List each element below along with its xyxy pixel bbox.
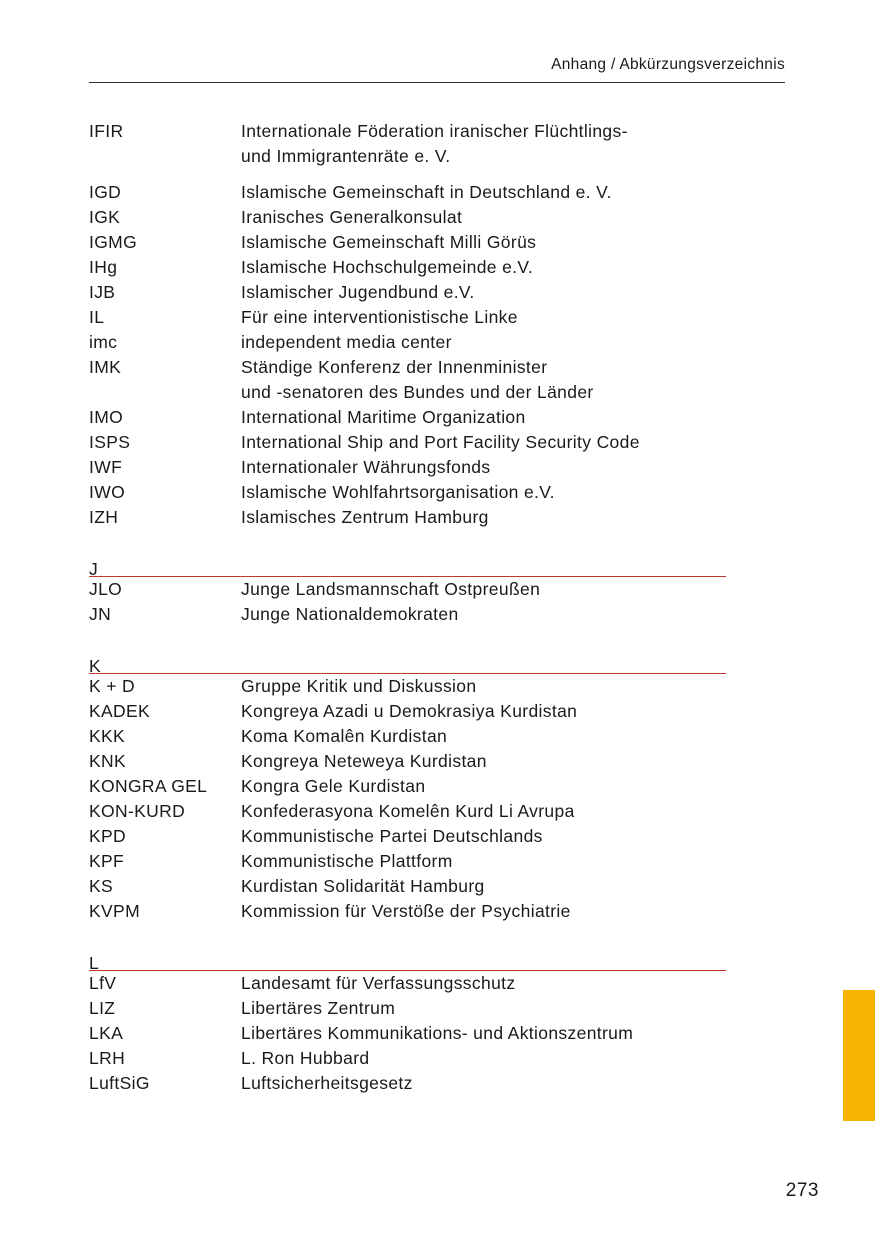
list-item — [89, 1071, 726, 1096]
definition-line: Kommunistische Plattform — [241, 851, 453, 871]
definition-line: Internationale Föderation iranischer Flüchtlings- — [241, 121, 628, 141]
section-letter-k: K — [89, 656, 102, 676]
list-item — [89, 305, 726, 330]
definition-line: Konfederasyona Komelên Kurd Li Avrupa — [241, 801, 575, 821]
abbreviation: LKA — [89, 1023, 124, 1043]
definition — [241, 305, 726, 330]
definition — [241, 180, 726, 205]
definition-line: Junge Nationaldemokraten — [241, 604, 459, 624]
abbreviation: KNK — [89, 751, 127, 771]
definition-line: Für eine interventionistische Linke — [241, 307, 518, 327]
definition-line: Kongra Gele Kurdistan — [241, 776, 426, 796]
definition-line: independent media center — [241, 332, 452, 352]
definition-line: Luftsicherheitsgesetz — [241, 1073, 413, 1093]
definition — [241, 480, 726, 505]
abbreviation: JLO — [89, 579, 123, 599]
definition — [241, 355, 726, 405]
definition — [241, 430, 726, 455]
list-item — [89, 602, 726, 627]
abbreviation: KKK — [89, 726, 126, 746]
abbreviation: KADEK — [89, 701, 151, 721]
definition-line: Islamische Gemeinschaft in Deutschland e. V. — [241, 182, 612, 202]
definition-line: Islamische Wohlfahrtsorganisation e.V. — [241, 482, 555, 502]
definition-line: Junge Landsmannschaft Ostpreußen — [241, 579, 541, 599]
abbreviation: IFIR — [89, 121, 124, 141]
list-item — [89, 996, 726, 1021]
definition — [241, 824, 726, 849]
abbreviation: LIZ — [89, 998, 116, 1018]
list-item — [89, 330, 726, 355]
list-item — [89, 824, 726, 849]
definition — [241, 119, 726, 169]
abbreviation: K + D — [89, 676, 136, 696]
list-item — [89, 1046, 726, 1071]
list-item — [89, 874, 726, 899]
definition-line: Libertäres Zentrum — [241, 998, 396, 1018]
running-header — [89, 56, 785, 83]
definition-line: und Immigrantenräte e. V. — [241, 146, 451, 166]
list-item — [89, 480, 726, 505]
list-item — [89, 849, 726, 874]
definition — [241, 1021, 726, 1046]
abbreviation: IGK — [89, 207, 121, 227]
abbreviation: IZH — [89, 507, 119, 527]
section-heading-j — [89, 555, 726, 577]
definition — [241, 205, 726, 230]
definition-line: Internationaler Währungsfonds — [241, 457, 491, 477]
definition — [241, 1046, 726, 1071]
list-item — [89, 699, 726, 724]
page-number: 273 — [785, 1180, 819, 1201]
entry-group-i — [89, 180, 726, 530]
definition — [241, 505, 726, 530]
list-item — [89, 119, 726, 169]
list-item — [89, 230, 726, 255]
header-title: Anhang / Abkürzungsverzeichnis — [551, 56, 785, 73]
definition — [241, 849, 726, 874]
abbreviation: IJB — [89, 282, 116, 302]
definition-line: Iranisches Generalkonsulat — [241, 207, 463, 227]
list-item — [89, 724, 726, 749]
definition — [241, 255, 726, 280]
list-item — [89, 355, 726, 405]
abbreviation: IWO — [89, 482, 126, 502]
definition-line: Koma Komalên Kurdistan — [241, 726, 448, 746]
abbreviation: KPF — [89, 851, 125, 871]
list-item — [89, 774, 726, 799]
definition-line: International Maritime Organization — [241, 407, 526, 427]
entry-group-k — [89, 674, 726, 924]
abbreviation: KVPM — [89, 901, 140, 921]
entry-group-i-first — [89, 119, 726, 169]
definition — [241, 455, 726, 480]
abbreviation: IMK — [89, 357, 122, 377]
definition-line: und -senatoren des Bundes und der Länder — [241, 382, 594, 402]
abbreviation: IGD — [89, 182, 122, 202]
section-letter-l: L — [89, 953, 100, 973]
definition — [241, 330, 726, 355]
abbreviation: KON-KURD — [89, 801, 186, 821]
definition — [241, 874, 726, 899]
abbreviation: KONGRA GEL — [89, 776, 208, 796]
abbreviation: LuftSiG — [89, 1073, 150, 1093]
abbreviation: imc — [89, 332, 118, 352]
definition-line: Ständige Konferenz der Innenminister — [241, 357, 548, 377]
list-item — [89, 205, 726, 230]
definition — [241, 230, 726, 255]
list-item — [89, 749, 726, 774]
definition-line: L. Ron Hubbard — [241, 1048, 370, 1068]
list-item — [89, 180, 726, 205]
definition-line: Kongreya Azadi u Demokrasiya Kurdistan — [241, 701, 578, 721]
list-item — [89, 1021, 726, 1046]
definition — [241, 996, 726, 1021]
abbreviation: IGMG — [89, 232, 138, 252]
list-item — [89, 899, 726, 924]
definition-line: Islamischer Jugendbund e.V. — [241, 282, 475, 302]
abbreviation: LRH — [89, 1048, 126, 1068]
definition — [241, 699, 726, 724]
abbreviation: ISPS — [89, 432, 131, 452]
abbreviation: IWF — [89, 457, 123, 477]
list-item — [89, 505, 726, 530]
abbreviation: IHg — [89, 257, 118, 277]
definition-line: Gruppe Kritik und Diskussion — [241, 676, 477, 696]
definition-line: Kommunistische Partei Deutschlands — [241, 826, 543, 846]
definition — [241, 749, 726, 774]
section-letter-j: J — [89, 559, 99, 579]
definition — [241, 799, 726, 824]
list-item — [89, 255, 726, 280]
definition — [241, 899, 726, 924]
definition-line: Libertäres Kommunikations- und Aktionszentrum — [241, 1023, 634, 1043]
list-item — [89, 430, 726, 455]
abbreviation: KPD — [89, 826, 127, 846]
definition-line: Islamische Gemeinschaft Milli Görüs — [241, 232, 537, 252]
definition — [241, 1071, 726, 1096]
abbreviation: IMO — [89, 407, 124, 427]
chapter-thumb-tab — [843, 990, 875, 1121]
definition-line: International Ship and Port Facility Security Code — [241, 432, 640, 452]
list-item — [89, 799, 726, 824]
definition-line: Islamische Hochschulgemeinde e.V. — [241, 257, 534, 277]
definition-line: Kongreya Neteweya Kurdistan — [241, 751, 487, 771]
abbreviation: IL — [89, 307, 105, 327]
definition-line: Landesamt für Verfassungsschutz — [241, 973, 516, 993]
definition — [241, 774, 726, 799]
abbreviation: LfV — [89, 973, 117, 993]
definition-line: Islamisches Zentrum Hamburg — [241, 507, 489, 527]
definition-line: Kommission für Verstöße der Psychiatrie — [241, 901, 571, 921]
entry-group-l — [89, 971, 726, 1096]
list-item — [89, 455, 726, 480]
definition — [241, 280, 726, 305]
list-item — [89, 405, 726, 430]
abbreviation-list — [89, 119, 726, 1096]
definition — [241, 405, 726, 430]
abbreviation: KS — [89, 876, 114, 896]
section-heading-l — [89, 949, 726, 971]
abbreviation: JN — [89, 604, 112, 624]
definition — [241, 602, 726, 627]
list-item — [89, 280, 726, 305]
definition-line: Kurdistan Solidarität Hamburg — [241, 876, 485, 896]
definition — [241, 724, 726, 749]
section-heading-k — [89, 652, 726, 674]
